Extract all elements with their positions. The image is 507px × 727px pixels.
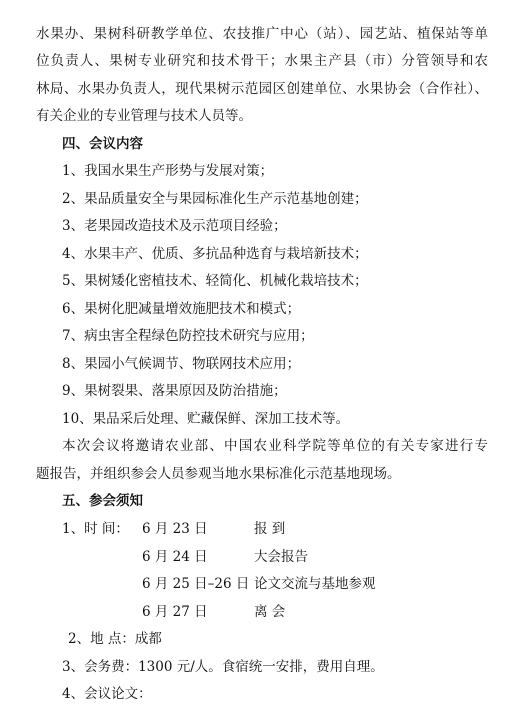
schedule-event: 论文交流与基地参观 bbox=[254, 576, 376, 592]
experts-note-line-2: 题报告，并组织参会人员参观当地水果标准化示范基地现场。 bbox=[36, 466, 401, 482]
intro-line-1: 水果办、果树科研教学单位、农技推广中心（站）、园艺站、植保站等单 bbox=[36, 26, 488, 42]
content-item-3: 3、老果园改造技术及示范项目经验； bbox=[62, 218, 287, 234]
fee-line: 3、会务费：1300 元/人。食宿统一安排，费用自理。 bbox=[62, 659, 384, 675]
intro-line-4: 有关企业的专业管理与技术人员等。 bbox=[36, 108, 252, 124]
content-item-4: 4、水果丰产、优质、多抗品种选育与栽培新技术； bbox=[62, 246, 368, 262]
content-item-9: 9、果树裂果、落果原因及防治措施； bbox=[62, 383, 287, 399]
schedule-date: 6 月 25 日–26 日 bbox=[142, 576, 250, 592]
intro-line-3: 林局、水果办负责人，现代果树示范园区创建单位、水果协会（合作社）、 bbox=[36, 81, 488, 97]
experts-note-line-1: 本次会议将邀请农业部、中国农业科学院等单位的有关专家进行专 bbox=[62, 438, 488, 454]
schedule-date: 6 月 27 日 bbox=[142, 604, 208, 620]
content-item-1: 1、我国水果生产形势与发展对策； bbox=[62, 163, 274, 179]
schedule-date: 6 月 23 日 bbox=[142, 521, 208, 537]
section-4-heading: 四、会议内容 bbox=[62, 136, 143, 152]
section-5-heading: 五、参会须知 bbox=[62, 493, 143, 509]
papers-line: 4、会议论文： bbox=[62, 686, 152, 702]
content-item-8: 8、果园小气候调节、物联网技术应用； bbox=[62, 356, 301, 372]
schedule-event: 离 会 bbox=[254, 604, 286, 620]
content-item-6: 6、果树化肥减量增效施肥技术和模式； bbox=[62, 301, 301, 317]
intro-line-2: 位负责人、果树专业研究和技术骨干；水果主产县（市）分管领导和农 bbox=[36, 53, 488, 69]
content-item-7: 7、病虫害全程绿色防控技术研究与应用； bbox=[62, 328, 314, 344]
schedule-date: 6 月 24 日 bbox=[142, 549, 208, 565]
schedule-event: 报 到 bbox=[254, 521, 286, 537]
content-item-5: 5、果树矮化密植技术、轻简化、机械化栽培技术； bbox=[62, 273, 368, 289]
content-item-2: 2、果品质量安全与果园标准化生产示范基地创建； bbox=[62, 191, 368, 207]
time-label: 1、时 间： bbox=[62, 521, 129, 537]
schedule-event: 大会报告 bbox=[254, 549, 308, 565]
content-item-10: 10、果品采后处理、贮藏保鲜、深加工技术等。 bbox=[62, 411, 350, 427]
location-line: 2、地 点：成都 bbox=[68, 631, 162, 647]
